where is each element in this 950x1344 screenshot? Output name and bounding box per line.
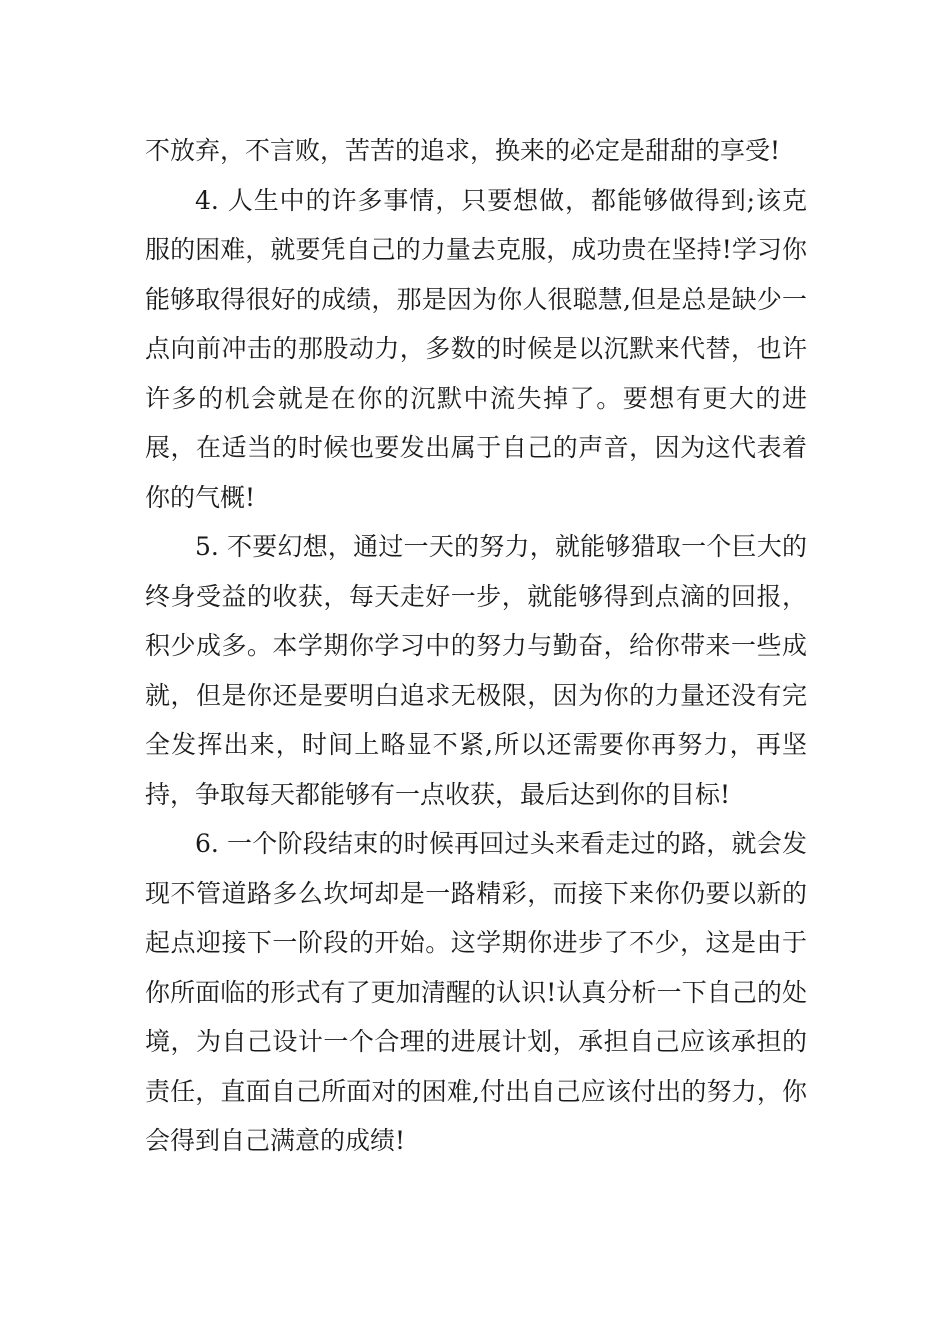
paragraph-item-6: 6. 一个阶段结束的时候再回过头来看走过的路，就会发现不管道路多么坎坷却是一路精彩，而接下来你仍要以新的起点迎接下一阶段的开始。这学期你进步了不少，这是由于你所面临的形式有了更加清醒的认识!认真分析一下自己的处境，为自己设计一个合理的进展计划，承担自己应该承担的责任，直面自己所面对的困难,付出自己应该付出的努力，你会得到自己满意的成绩! [145, 829, 807, 1155]
paragraph-item-5: 5. 不要幻想，通过一天的努力，就能够猎取一个巨大的终身受益的收获，每天走好一步，就能够得到点滴的回报，积少成多。本学期你学习中的努力与勤奋，给你带来一些成就，但是你还是要明白追求无极限，因为你的力量还没有完全发挥出来，时间上略显不紧,所以还需要你再努力，再坚持，争取每天都能够有一点收获，最后达到你的目标! [145, 532, 807, 809]
document-body [145, 126, 807, 1166]
paragraph-continuation: 不放弃，不言败，苦苦的追求，换来的必定是甜甜的享受! [145, 136, 781, 165]
paragraph-item-4: 4. 人生中的许多事情，只要想做，都能够做得到;该克服的困难，就要凭自己的力量去克服，成功贵在坚持!学习你能够取得很好的成绩，那是因为你人很聪慧,但是总是缺少一点向前冲击的那股动力，多数的时候是以沉默来代替，也许许多的机会就是在你的沉默中流失掉了。要想有更大的进展，在适当的时候也要发出属于自己的声音，因为这代表着你的气概! [145, 185, 807, 512]
